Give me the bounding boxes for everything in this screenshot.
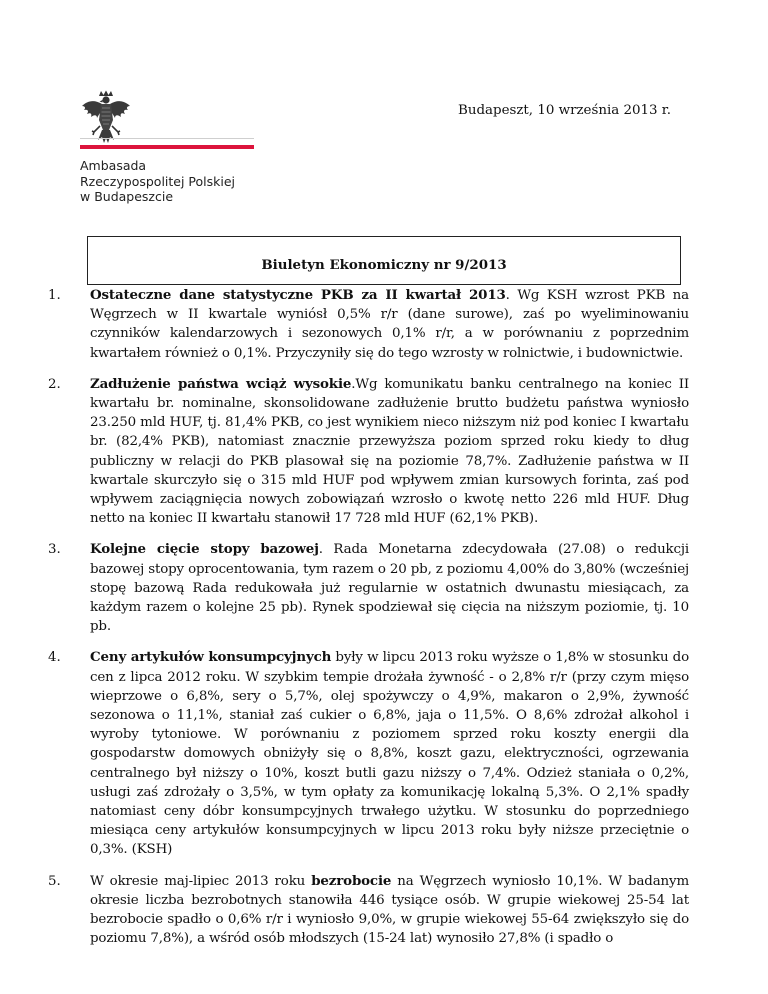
embassy-line-3: w Budapeszcie <box>80 189 174 204</box>
item-number: 5. <box>48 873 61 889</box>
item-text-lead: W okresie maj-lipiec 2013 roku <box>90 873 312 889</box>
item-text: były w lipcu 2013 roku wyższe o 1,8% w stosunku do cen z lipca 2012 roku. W szybkim tempie drożała żywność - o 2,8% r/r (przy czym mięso wieprzowe o 6,8%, sery o 5,7%, olej spożywczy o 4,9%, makaron o 2,9%, żywność sezonowa o 11,1%, staniał zaś cukier o 6,8%, jaja o 11,5%. O 8,6% zdrożał alkohol i wyroby tytoniowe. W porównaniu z poziomem sprzed roku koszty energii dla gospodarstw domowych obniżyły się o 8,8%, koszt gazu, elektryczności, ogrzewania centralnego był niższy o 10%, koszt butli gazu niższy o 7,4%. Odzież staniała o 0,2%, usługi zaś zdrożały o 3,5%, w tym opłaty za komunikację lokalną 5,3%. O 2,1% spadły natomiast ceny dóbr konsumpcyjnych trwałego użytku. W stosunku do poprzedniego miesiąca ceny artykułów konsumpcyjnych w lipcu 2013 roku były niższe przeciętnie o 0,3%. (KSH) <box>90 650 689 858</box>
list-item <box>48 648 689 859</box>
embassy-line-1: Ambasada <box>80 158 147 173</box>
bulletin-title-box <box>87 236 681 285</box>
bulletin-items-list <box>48 286 689 961</box>
list-item <box>48 375 689 529</box>
item-text: . Wg KSH wzrost PKB na Węgrzech w II kwartale wyniósł 0,5% r/r (dane surowe), zaś po wyeliminowaniu czynników kalendarzowych i sezonowych 0,1% r/r, a w porównaniu z poprzednim kwartałem również o 0,1%. Przyczyniły się do tego wzrosty w rolnictwie, i budownictwie. <box>90 288 689 361</box>
list-item <box>48 872 689 949</box>
item-paragraph <box>90 648 689 859</box>
embassy-name <box>80 158 235 205</box>
item-heading: bezrobocie <box>311 872 392 889</box>
item-paragraph <box>90 872 689 949</box>
document-date: Budapeszt, 10 września 2013 r. <box>457 103 671 118</box>
list-item <box>48 286 689 363</box>
item-paragraph <box>90 375 689 529</box>
item-text: .Wg komunikatu banku centralnego na koniec II kwartału br. nominalne, skonsolidowane zadłużenie brutto budżetu państwa wyniosło 23.250 mld HUF, tj. 81,4% PKB, co jest wynikiem nieco niższym niż pod koniec I kwartału br. (82,4% PKB), natomiast znacznie przewyższa poziom sprzed roku kiedy to dług publiczny w relacji do PKB plasował się na poziomie 78,7%. Zadłużenie państwa w II kwartale skurczyło się o 315 mld HUF pod wpływem zmian kursowych forinta, zaś pod wpływem zaciągnięcia nowych zobowiązań wzrosło o kwotę netto 226 mld HUF. Dług netto na koniec II kwartału stanowił 17 728 mld HUF (62,1% PKB). <box>90 376 689 527</box>
bulletin-title: Biuletyn Ekonomiczny nr 9/2013 <box>261 257 507 273</box>
item-number: 1. <box>48 288 61 303</box>
item-text: na Węgrzech wyniosło 10,1%. W badanym okresie liczba bezrobotnych stanowiła 446 tysiące osób. W grupie wiekowej 25-54 lat bezrobocie spadło o 0,6% r/r i wyniosło 9,0%, w grupie wiekowej 55-64 zwiększyło się do poziomu 7,8%), a wśród osób młodszych (15-24 lat) wynosiło 27,8% (i spadło o <box>90 873 689 947</box>
item-paragraph <box>90 286 689 363</box>
item-number: 4. <box>48 650 61 666</box>
item-heading: Ceny artykułów konsumpcyjnych <box>90 649 332 666</box>
item-text: . Rada Monetarna zdecydowała (27.08) o redukcji bazowej stopy oprocentowania, tym razem o 20 pb, z poziomu 4,00% do 3,80% (wcześniej stopę bazową Rada redukowała już regularnie w ostatnich dwunastu miesiącach, za każdym razem o kolejne 25 pb). Rynek spodziewał się cięcia na niższym poziomie, tj. 10 pb. <box>90 542 689 635</box>
header-red-bar <box>80 145 254 149</box>
item-number: 2. <box>48 376 61 392</box>
item-heading: Zadłużenie państwa wciąż wysokie <box>90 375 352 392</box>
embassy-line-2: Rzeczypospolitej Polskiej <box>80 173 236 189</box>
list-item <box>48 540 689 636</box>
header-divider-line <box>80 138 254 139</box>
item-paragraph <box>90 540 689 636</box>
item-heading: Ostateczne dane statystyczne PKB za II kwartał 2013 <box>90 287 506 303</box>
item-heading: Kolejne cięcie stopy bazowej <box>90 541 319 558</box>
polish-eagle-emblem-icon <box>80 90 132 150</box>
item-number: 3. <box>48 542 61 558</box>
